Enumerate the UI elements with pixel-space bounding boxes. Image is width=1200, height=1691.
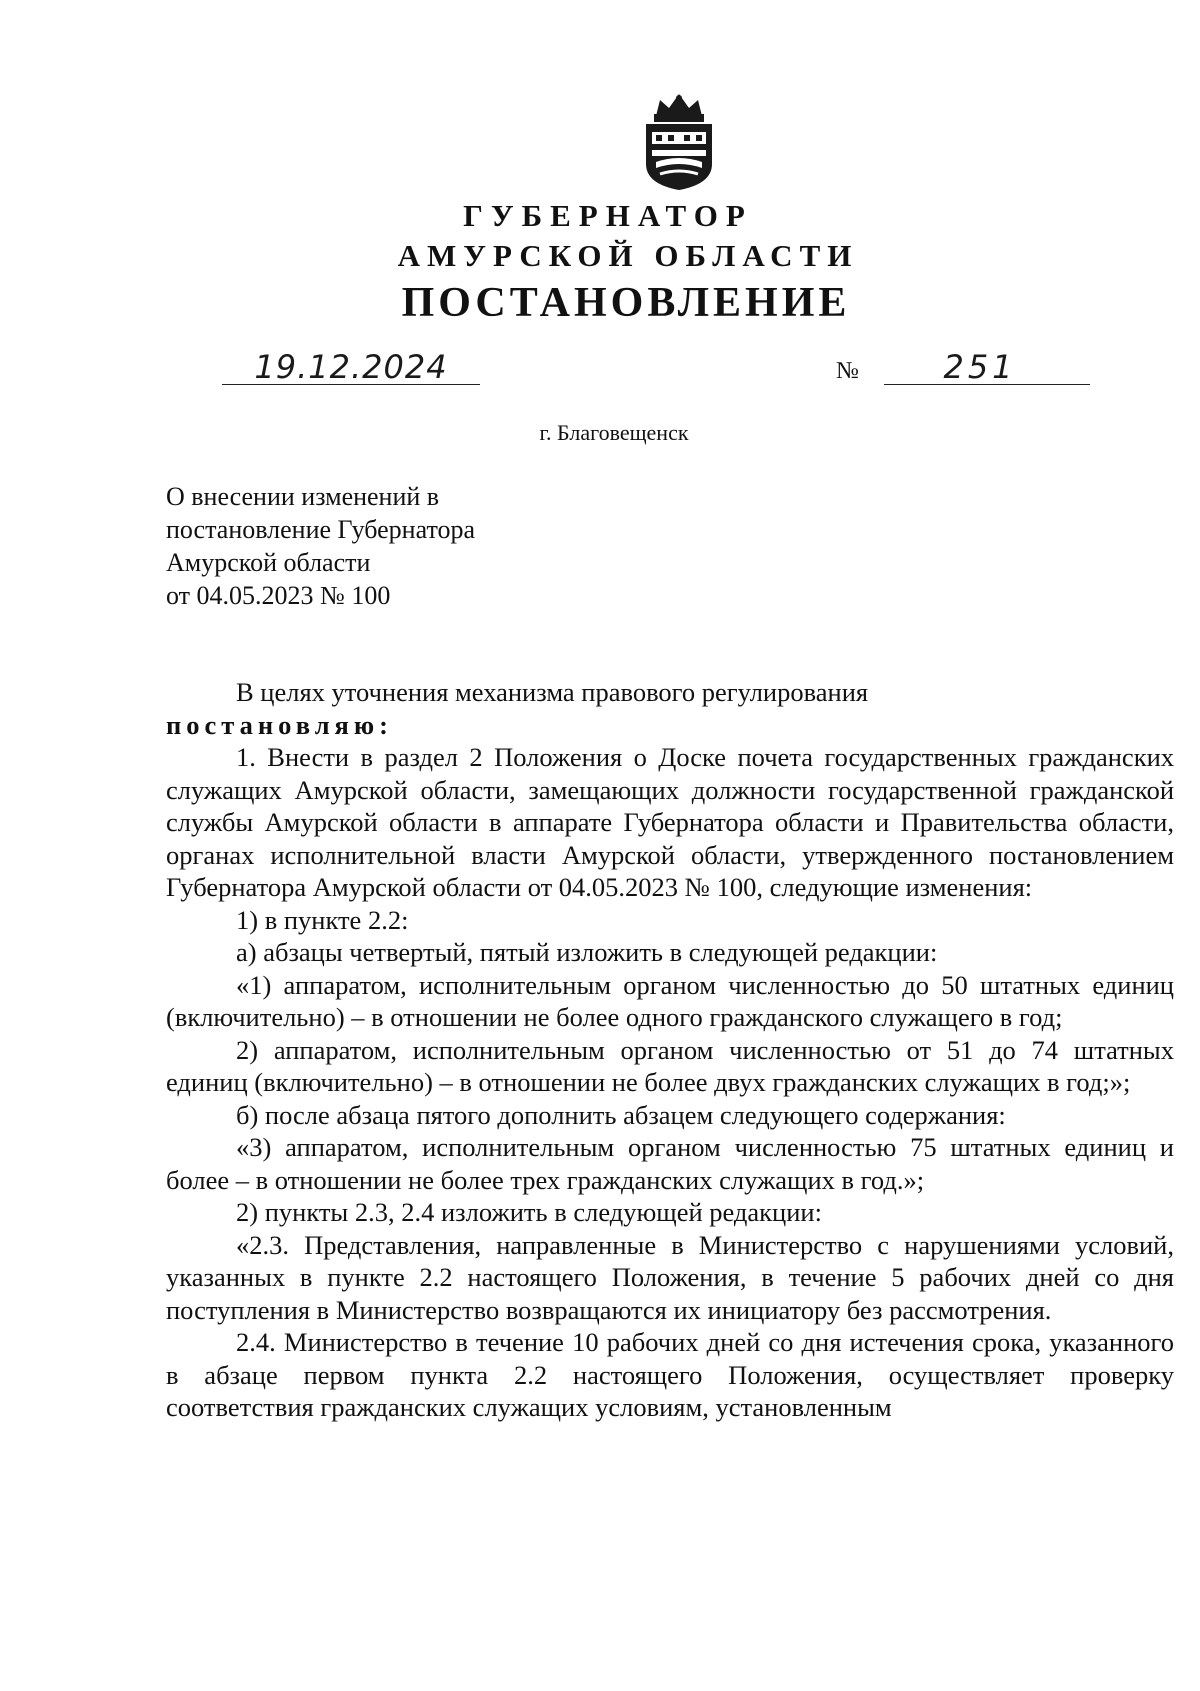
city-line: г. Благовещенск bbox=[539, 420, 689, 445]
number-underline bbox=[884, 384, 1090, 385]
decree-word: постановляю: bbox=[166, 709, 393, 740]
subject-line: О внесении изменений в bbox=[166, 482, 440, 511]
paragraph: «1) аппаратом, исполнительным органом численностью до 50 штатных единиц (включительно) – в отношении не более одного гражданского служащего в год; bbox=[166, 969, 1174, 1032]
coat-of-arms-icon bbox=[636, 92, 722, 192]
paragraph: 2) пункты 2.3, 2.4 изложить в следующей редакции: bbox=[236, 1197, 822, 1227]
subject-block bbox=[166, 480, 566, 612]
paragraph: 2) аппаратом, исполнительным органом численностью от 51 до 74 штатных единиц (включительно) – в отношении не более двух гражданских служащих в год;»; bbox=[166, 1034, 1174, 1097]
subject-line: Амурской области bbox=[166, 548, 371, 577]
subject-line: от 04.05.2023 № 100 bbox=[166, 581, 391, 610]
paragraph: 1. Внести в раздел 2 Положения о Доске почета государственных гражданских служащих Амурской области, замещающих должности государственной гражданской службы Амурской области в аппарате Губернатора области и Правительства области, органах исполнительной власти Амурской области, утвержденного постановлением Губернатора Амурской области от 04.05.2023 № 100, следующие изменения: bbox=[166, 742, 1174, 902]
paragraph: б) после абзаца пятого дополнить абзацем следующего содержания: bbox=[236, 1099, 1006, 1130]
paragraph: «2.3. Представления, направленные в Министерство с нарушениями условий, указанных в пункте 2.2 настоящего Положения, в течение 5 рабочих дней со дня поступления в Министерство возвращаются их инициатору без рассмотрения. bbox=[166, 1229, 1174, 1325]
paragraph: 2.4. Министерство в течение 10 рабочих дней со дня истечения срока, указанного в абзаце первом пункта 2.2 настоящего Положения, осуществляет проверку соответствия гражданских служащих условиям, установленным bbox=[166, 1327, 1174, 1422]
paragraph: а) абзацы четвертый, пятый изложить в следующей редакции: bbox=[236, 937, 938, 967]
handwritten-date: 19.12.2024 bbox=[254, 348, 448, 386]
date-underline bbox=[222, 384, 480, 385]
authority-title-line2: АМУРСКОЙ ОБЛАСТИ bbox=[397, 238, 859, 273]
preamble: В целях уточнения механизма правового регулирования bbox=[236, 677, 869, 707]
paragraph: 1) в пункте 2.2: bbox=[236, 904, 409, 935]
number-sign: № bbox=[836, 358, 859, 384]
paragraph: «3) аппаратом, исполнительным органом численностью 75 штатных единиц и более – в отношении не более трех гражданских служащих в год.»; bbox=[166, 1132, 1174, 1195]
handwritten-number: 251 bbox=[943, 348, 1017, 386]
subject-line: постановление Губернатора bbox=[166, 515, 476, 544]
authority-title-line1: ГУБЕРНАТОР bbox=[463, 198, 753, 233]
document-type-title: ПОСТАНОВЛЕНИЕ bbox=[401, 280, 851, 326]
document-body bbox=[166, 676, 1174, 1424]
